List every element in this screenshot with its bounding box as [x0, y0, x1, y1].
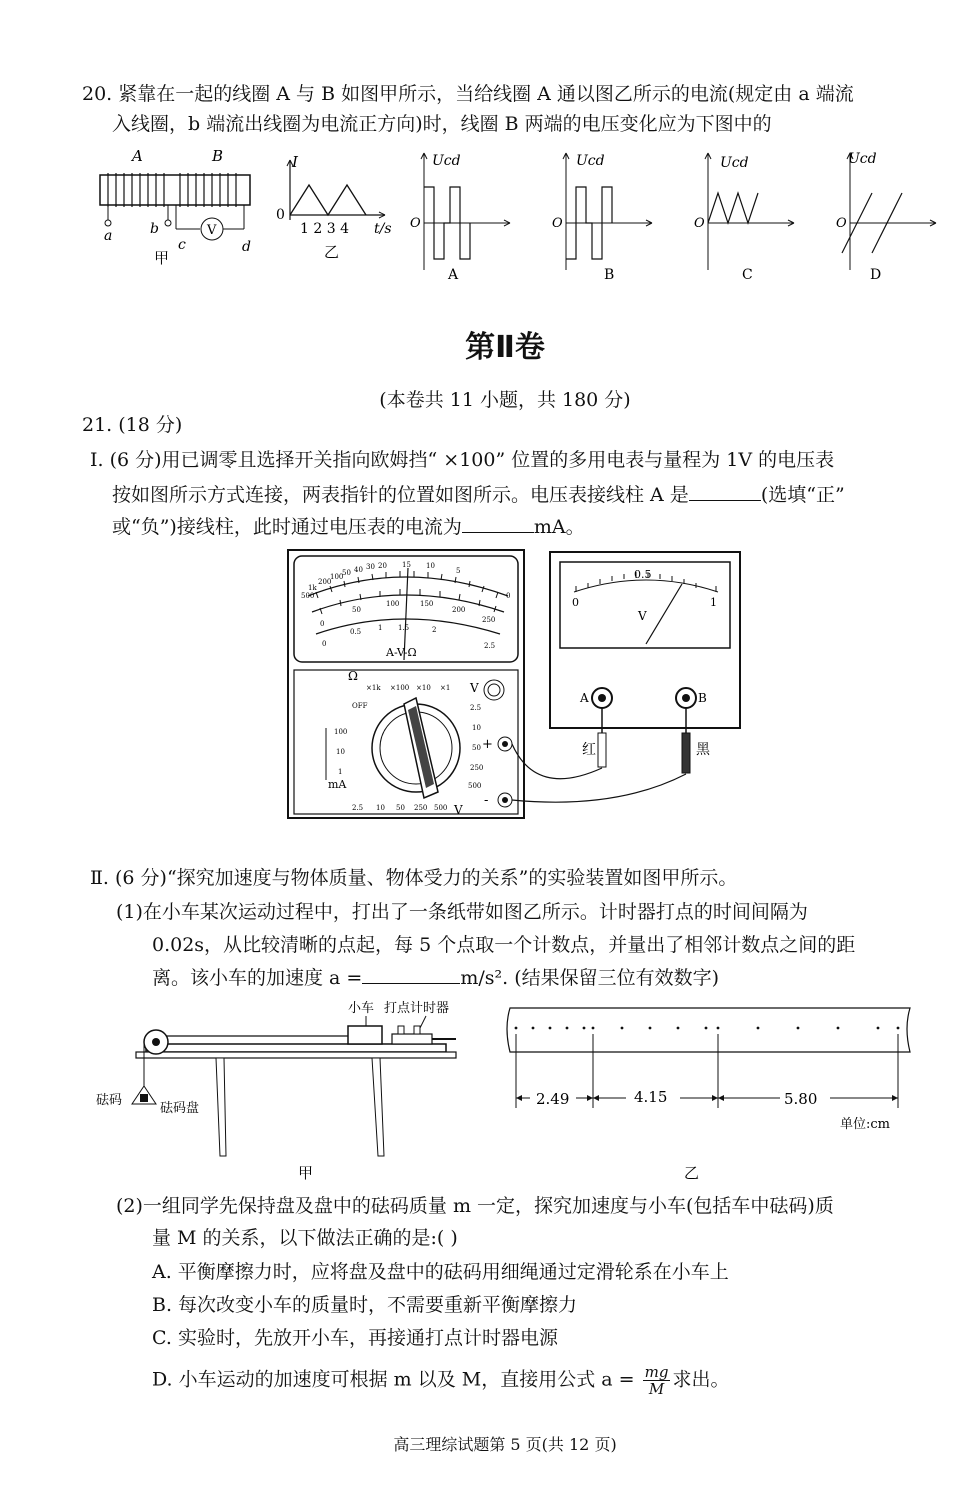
- black-wire: [512, 774, 686, 802]
- svg-text:乙: 乙: [684, 1164, 700, 1182]
- option-graph-b: [552, 153, 652, 283]
- table-leg-right: [372, 1058, 384, 1156]
- term-a: a: [104, 228, 113, 244]
- svg-text:+: +: [482, 737, 493, 752]
- svg-text:mA: mA: [328, 778, 347, 791]
- svg-text:黑: 黑: [696, 742, 710, 758]
- caption-jia: 甲: [154, 249, 170, 267]
- meter-label: V: [207, 223, 217, 238]
- term-b: b: [150, 221, 159, 237]
- svg-text:50: 50: [342, 569, 351, 577]
- svg-text:V: V: [638, 609, 647, 623]
- svg-text:0: 0: [322, 640, 327, 648]
- svg-text:150: 150: [420, 600, 434, 608]
- svg-text:500: 500: [434, 804, 448, 812]
- svg-text:Ucd: Ucd: [576, 153, 605, 169]
- coil-windings: [108, 173, 236, 207]
- svg-text:2.5: 2.5: [352, 804, 364, 812]
- table-leg-left: [216, 1058, 226, 1156]
- tape-figure: [500, 998, 920, 1184]
- q21-p2-s1-line3: 离。该小车的加速度 a = m/s². (结果保留三位有效数字): [152, 967, 720, 989]
- q21-head: 21. (18 分): [82, 414, 183, 436]
- svg-text:250: 250: [470, 764, 484, 772]
- i-axis-label: I: [292, 153, 298, 171]
- svg-text:O: O: [410, 216, 421, 231]
- svg-text:甲: 甲: [298, 1164, 314, 1182]
- answer-blank-2[interactable]: [462, 514, 534, 533]
- svg-text:砝码: 砝码: [96, 1093, 123, 1108]
- coil-figure: [100, 147, 251, 267]
- table-top: [136, 1052, 456, 1058]
- svg-text:砝码盘: 砝码盘: [160, 1101, 200, 1116]
- svg-text:0.5: 0.5: [634, 568, 652, 581]
- svg-text:10: 10: [472, 724, 481, 732]
- svg-text:0: 0: [506, 592, 511, 600]
- option-a[interactable]: A. 平衡摩擦力时，应将盘及盘中的砝码用细绳通过定滑轮系在小车上: [152, 1261, 729, 1283]
- svg-text:O: O: [694, 216, 705, 231]
- svg-text:小车: 小车: [348, 1001, 375, 1016]
- svg-text:红: 红: [582, 742, 596, 758]
- svg-text:×100: ×100: [390, 684, 410, 692]
- svg-text:200: 200: [452, 606, 466, 614]
- black-lead-plug: [682, 733, 690, 773]
- svg-text:×1k: ×1k: [366, 684, 381, 692]
- svg-text:30: 30: [366, 563, 375, 571]
- q21-p1-line2: 按如图所示方式连接，两表指针的位置如图所示。电压表接线柱 A 是 (选填“正”: [112, 484, 845, 506]
- svg-text:A: A: [448, 267, 459, 283]
- svg-text:10: 10: [376, 804, 385, 812]
- svg-text:Ucd: Ucd: [720, 155, 749, 171]
- svg-text:500: 500: [468, 782, 482, 790]
- q20-line1: 20. 紧靠在一起的线圈 A 与 B 如图甲所示，当给线圈 A 通以图乙所示的电流(规定由 a 端流: [82, 83, 854, 105]
- timer: [392, 1034, 432, 1044]
- svg-text:1.5: 1.5: [398, 624, 410, 632]
- current-graph: [276, 153, 392, 261]
- meter-figure: [286, 548, 746, 822]
- svg-text:20: 20: [378, 562, 387, 570]
- svg-text:-: -: [484, 793, 489, 808]
- t-unit: t/s: [374, 221, 392, 237]
- svg-text:100: 100: [330, 573, 344, 581]
- q21-p1-line1: Ⅰ. (6 分)用已调零且选择开关指向欧姆挡“ ×100” 位置的多用电表与量程为 1V 的电压表: [90, 449, 835, 471]
- page-footer: 高三理综试题第 5 页(共 12 页): [393, 1435, 617, 1454]
- q20-figures: [90, 145, 960, 295]
- svg-text:A-V-Ω: A-V-Ω: [386, 646, 417, 659]
- svg-text:1: 1: [378, 624, 383, 632]
- svg-text:Ω: Ω: [348, 669, 358, 683]
- svg-text:100: 100: [386, 600, 400, 608]
- distance-1: 2.49: [536, 1090, 570, 1108]
- section-subtitle: (本卷共 11 小题，共 180 分): [379, 389, 631, 411]
- svg-text:10: 10: [336, 748, 345, 756]
- svg-text:100: 100: [334, 728, 348, 736]
- svg-text:50: 50: [396, 804, 405, 812]
- coil-b-label: B: [212, 147, 224, 165]
- svg-text:V: V: [470, 681, 479, 695]
- tick-labels: 1 2 3 4: [300, 221, 349, 237]
- svg-text:OFF: OFF: [352, 702, 368, 710]
- q21-p2-s1-line2: 0.02s，从比较清晰的点起，每 5 个点取一个计数点，并量出了相邻计数点之间的距: [152, 934, 856, 956]
- svg-text:500: 500: [301, 592, 315, 600]
- formula-fraction: $\frac{mg}{M}$: [644, 1363, 669, 1398]
- unit-label: 单位:cm: [840, 1117, 890, 1132]
- svg-text:50: 50: [472, 744, 481, 752]
- svg-text:1: 1: [710, 596, 717, 609]
- svg-text:O: O: [552, 216, 563, 231]
- svg-text:1: 1: [338, 768, 343, 776]
- svg-text:0.5: 0.5: [350, 628, 362, 636]
- svg-text:1k: 1k: [308, 584, 317, 592]
- svg-text:×10: ×10: [416, 684, 431, 692]
- svg-text:5: 5: [456, 567, 461, 575]
- track-board: [146, 1044, 446, 1052]
- svg-text:A: A: [580, 691, 589, 705]
- q20-line2: 入线圈，b 端流出线圈为电流正方向)时，线圈 B 两端的电压变化应为下图中的: [112, 113, 772, 135]
- svg-text:15: 15: [402, 561, 411, 569]
- svg-text:打点计时器: 打点计时器: [384, 1001, 450, 1016]
- apparatus-figure: [96, 996, 476, 1186]
- svg-text:2.5: 2.5: [484, 642, 496, 650]
- svg-text:V: V: [454, 803, 463, 817]
- section-title: 第Ⅱ卷: [465, 330, 545, 365]
- caption-yi: 乙: [324, 243, 340, 261]
- distance-3: 5.80: [784, 1090, 818, 1108]
- svg-text:×1: ×1: [440, 684, 451, 692]
- option-d[interactable]: D. 小车运动的加速度可根据 m 以及 M，直接用公式 a = $\frac{mg}{M}$ 求出。: [152, 1363, 730, 1398]
- q21-p2-s2-line1: (2)一组同学先保持盘及盘中的砝码质量 m 一定，探究加速度与小车(包括车中砝码)质: [116, 1195, 834, 1217]
- svg-text:B: B: [698, 691, 707, 705]
- svg-text:2.5: 2.5: [470, 704, 482, 712]
- option-c[interactable]: C. 实验时，先放开小车，再接通打点计时器电源: [152, 1327, 558, 1349]
- answer-blank-1[interactable]: [689, 482, 761, 501]
- q21-p2-s2-line2: 量 M 的关系，以下做法正确的是:( ): [152, 1227, 458, 1249]
- current-triangle-wave: [290, 185, 366, 215]
- q21-p2-s1-line1: (1)在小车某次运动过程中，打出了一条纸带如图乙所示。计时器打点的时间间隔为: [116, 901, 808, 923]
- svg-text:250: 250: [482, 616, 496, 624]
- svg-text:250: 250: [414, 804, 428, 812]
- svg-text:C: C: [742, 267, 753, 283]
- svg-text:Ucd: Ucd: [432, 153, 461, 169]
- svg-text:50: 50: [352, 606, 361, 614]
- svg-text:O: O: [836, 216, 847, 231]
- svg-text:0: 0: [572, 596, 579, 609]
- svg-text:0: 0: [320, 620, 325, 628]
- svg-text:40: 40: [354, 566, 363, 574]
- paper-tape: [507, 1008, 910, 1052]
- distance-2: 4.15: [634, 1088, 668, 1106]
- cart: [348, 1026, 382, 1044]
- svg-text:B: B: [604, 267, 615, 283]
- svg-text:D: D: [870, 267, 882, 283]
- red-lead-plug: [598, 733, 606, 767]
- option-graph-c: [694, 153, 794, 283]
- svg-text:10: 10: [426, 562, 435, 570]
- coil-a-label: A: [132, 147, 143, 165]
- zero-label: 0: [276, 207, 285, 223]
- svg-text:Ucd: Ucd: [848, 151, 877, 167]
- term-c: c: [178, 237, 186, 253]
- q21-p2-line1: Ⅱ. (6 分)“探究加速度与物体质量、物体受力的关系”的实验装置如图甲所示。: [90, 867, 738, 889]
- option-b[interactable]: B. 每次改变小车的质量时，不需要重新平衡摩擦力: [152, 1294, 578, 1316]
- term-d: d: [242, 239, 251, 255]
- option-graph-a: [410, 153, 510, 283]
- svg-text:200: 200: [318, 578, 332, 586]
- option-graph-d: [836, 151, 936, 283]
- svg-text:2: 2: [432, 626, 437, 634]
- q21-p1-line3: 或“负”)接线柱，此时通过电压表的电流为 mA。: [112, 516, 585, 538]
- answer-blank-3[interactable]: [362, 965, 460, 984]
